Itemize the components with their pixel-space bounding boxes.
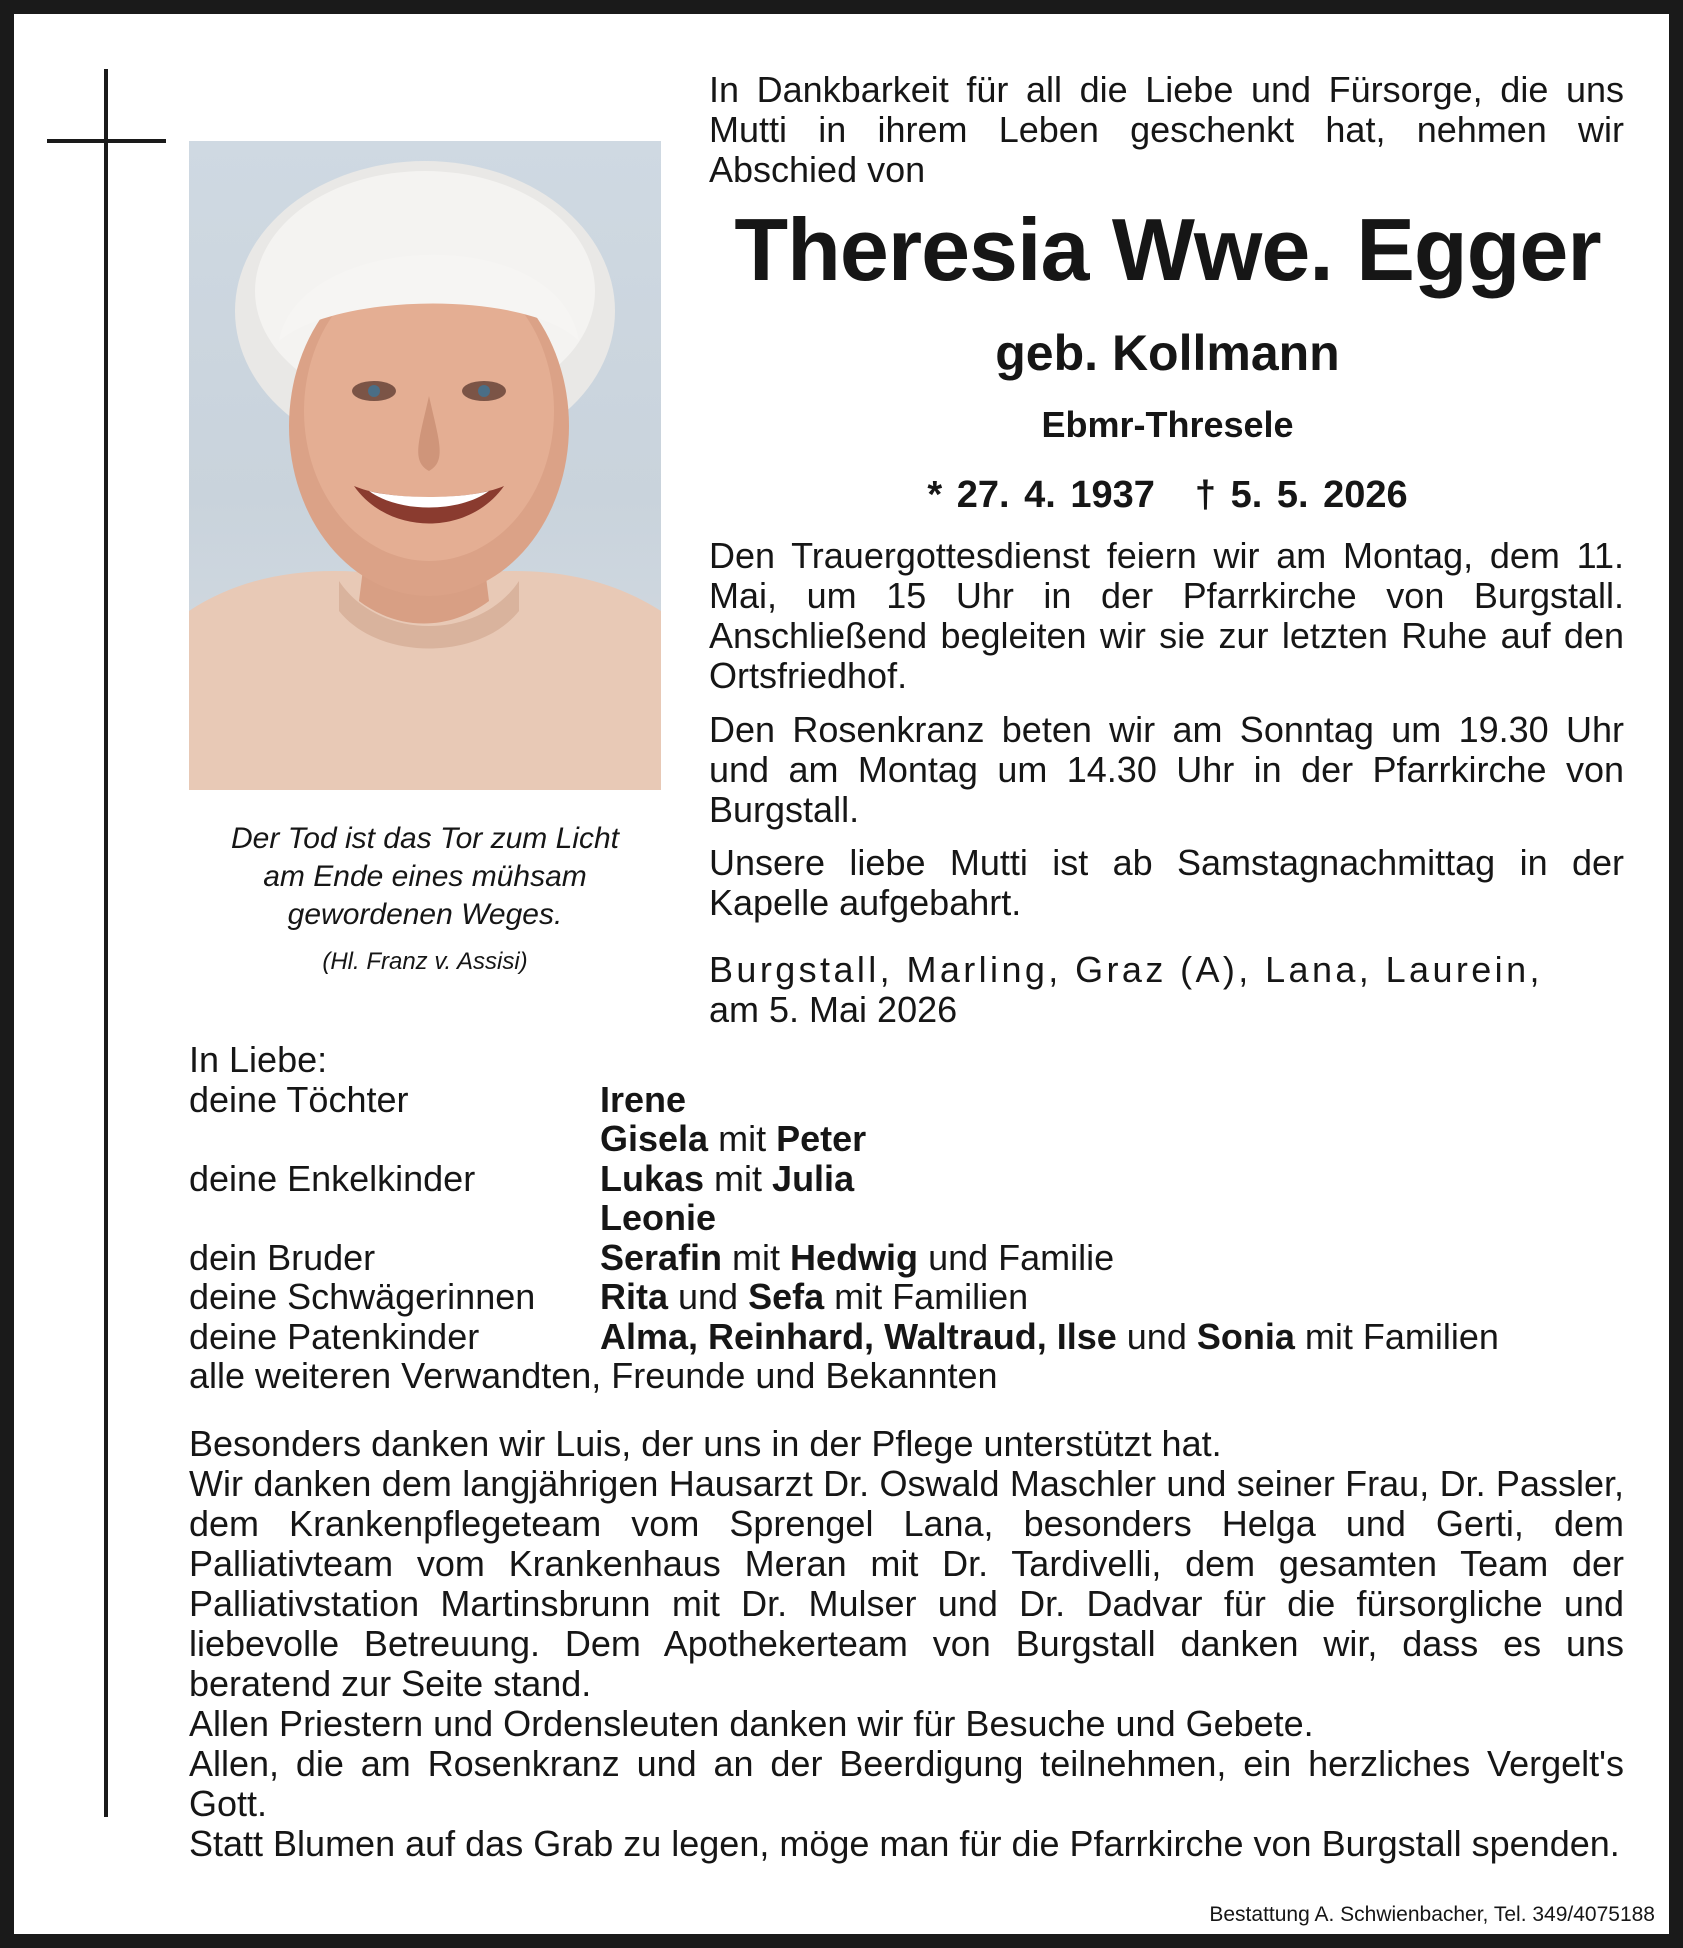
family-members bbox=[600, 1238, 1114, 1278]
family-row bbox=[189, 1238, 1639, 1278]
family-members bbox=[600, 1277, 1028, 1317]
family-row bbox=[189, 1080, 1639, 1120]
nickname: Ebmr-Thresele bbox=[1041, 404, 1294, 445]
member-name: Sonia bbox=[1196, 1315, 1295, 1357]
member-connector: und bbox=[668, 1276, 749, 1317]
member-connector: mit bbox=[708, 1118, 777, 1159]
death-date: † 5. 5. 2026 bbox=[1194, 474, 1408, 516]
family-rows bbox=[189, 1080, 1639, 1357]
member-name: Lukas bbox=[600, 1157, 705, 1199]
family-row bbox=[189, 1159, 1639, 1199]
member-connector: mit Familien bbox=[1294, 1315, 1499, 1357]
thanks-section bbox=[189, 1424, 1624, 1864]
funeral-text: Den Trauergottesdienst feiern wir am Montag, dem 11. Mai, um 15 Uhr in der Pfarrkirche von Burgstall. Anschließend begleiten wir sie zur letzten Ruhe auf den Ortsfriedhof. bbox=[709, 535, 1624, 696]
member-name: Leonie bbox=[600, 1197, 717, 1238]
member-name: Serafin bbox=[600, 1236, 723, 1278]
maiden-name: geb. Kollmann bbox=[995, 325, 1340, 381]
member-name: Julia bbox=[772, 1157, 855, 1199]
quote-line: gewordenen Weges. bbox=[287, 898, 563, 931]
cross-icon-horizontal bbox=[47, 139, 166, 143]
portrait-illustration bbox=[189, 141, 661, 790]
family-relation: deine Schwägerinnen bbox=[189, 1276, 536, 1317]
funeral-home-footer: Bestattung A. Schwienbacher, Tel. 349/4075188 bbox=[1209, 1903, 1655, 1926]
member-name: Sefa bbox=[748, 1276, 825, 1317]
portrait-photo bbox=[189, 141, 661, 790]
family-relation: dein Bruder bbox=[189, 1236, 376, 1278]
life-dates bbox=[700, 474, 1635, 517]
birth-date: * 27. 4. 1937 bbox=[927, 474, 1155, 516]
family-list bbox=[189, 1040, 1639, 1396]
rosary-text: Den Rosenkranz beten wir am Sonntag um 19.30 Uhr und am Montag um 14.30 Uhr in der Pfarrkirche von Burgstall. bbox=[709, 709, 1624, 830]
family-relation: deine Töchter bbox=[189, 1078, 409, 1120]
family-members bbox=[600, 1317, 1499, 1357]
family-members bbox=[600, 1080, 686, 1120]
family-row bbox=[189, 1119, 1639, 1159]
family-members bbox=[600, 1159, 854, 1199]
member-connector: und Familie bbox=[918, 1236, 1115, 1278]
member-connector: mit bbox=[704, 1157, 773, 1199]
family-relation: deine Patenkinder bbox=[189, 1315, 480, 1357]
wake-text: Unsere liebe Mutti ist ab Samstagnachmittag in der Kapelle aufgebahrt. bbox=[709, 842, 1624, 923]
member-connector: mit Familien bbox=[824, 1276, 1029, 1317]
place-date bbox=[709, 950, 1624, 1030]
thanks-paragraph: Wir danken dem langjährigen Hausarzt Dr. Oswald Maschler und seiner Frau, Dr. Passler, dem Krankenpflegeteam vom Sprengel Lana, besonders Helga und Gerti, dem Palliativteam vom Krankenhaus Meran mit Dr. Tardivelli, dem gesamten Team der Palliativstation Martinsbrunn mit Dr. Mulser und Dr. Dadvar für die fürsorgliche und liebevolle Betreuung. Dem Apothekerteam von Burgstall danken wir, dass es uns beratend zur Seite stand. bbox=[189, 1463, 1624, 1704]
family-row bbox=[189, 1198, 1639, 1238]
family-members bbox=[600, 1119, 866, 1159]
member-name: Gisela bbox=[600, 1118, 709, 1159]
thanks-paragraph: Statt Blumen auf das Grab zu legen, möge man für die Pfarrkirche von Burgstall spenden. bbox=[189, 1823, 1620, 1864]
thanks-paragraph: Allen Priestern und Ordensleuten danken wir für Besuche und Gebete. bbox=[189, 1703, 1314, 1744]
member-name: Alma, Reinhard, Waltraud, Ilse bbox=[600, 1315, 1117, 1357]
member-connector: und bbox=[1116, 1315, 1197, 1357]
intro-text: In Dankbarkeit für all die Liebe und Fürsorge, die uns Mutti in ihrem Leben geschenkt hat, nehmen wir Abschied von bbox=[709, 69, 1624, 190]
family-row bbox=[189, 1317, 1639, 1357]
member-name: Hedwig bbox=[790, 1236, 919, 1278]
place-list: Burgstall, Marling, Graz (A), Lana, Laurein, bbox=[709, 949, 1543, 990]
quote-line: Der Tod ist das Tor zum Licht bbox=[231, 822, 619, 855]
family-closing: alle weiteren Verwandten, Freunde und Bekannten bbox=[189, 1355, 998, 1396]
family-relation: deine Enkelkinder bbox=[189, 1157, 476, 1199]
member-name: Rita bbox=[600, 1276, 669, 1317]
member-connector: mit bbox=[722, 1236, 791, 1278]
deceased-name: Theresia Wwe. Egger bbox=[734, 200, 1601, 299]
family-row bbox=[189, 1277, 1639, 1317]
thanks-paragraph: Allen, die am Rosenkranz und an der Beerdigung teilnehmen, ein herzliches Vergelt's Gott. bbox=[189, 1743, 1624, 1824]
quote-source: (Hl. Franz v. Assisi) bbox=[322, 948, 528, 975]
thanks-paragraph: Besonders danken wir Luis, der uns in der Pflege unterstützt hat. bbox=[189, 1423, 1222, 1464]
cross-icon-vertical bbox=[104, 69, 108, 1817]
quote-line: am Ende eines mühsam bbox=[263, 860, 587, 893]
announcement-date: am 5. Mai 2026 bbox=[709, 989, 958, 1030]
family-relation bbox=[189, 1119, 600, 1159]
member-name: Peter bbox=[776, 1118, 867, 1159]
quote-text bbox=[180, 820, 670, 934]
family-heading: In Liebe: bbox=[189, 1039, 328, 1080]
family-members bbox=[600, 1198, 716, 1238]
family-relation bbox=[189, 1198, 600, 1238]
member-name: Irene bbox=[600, 1078, 687, 1120]
